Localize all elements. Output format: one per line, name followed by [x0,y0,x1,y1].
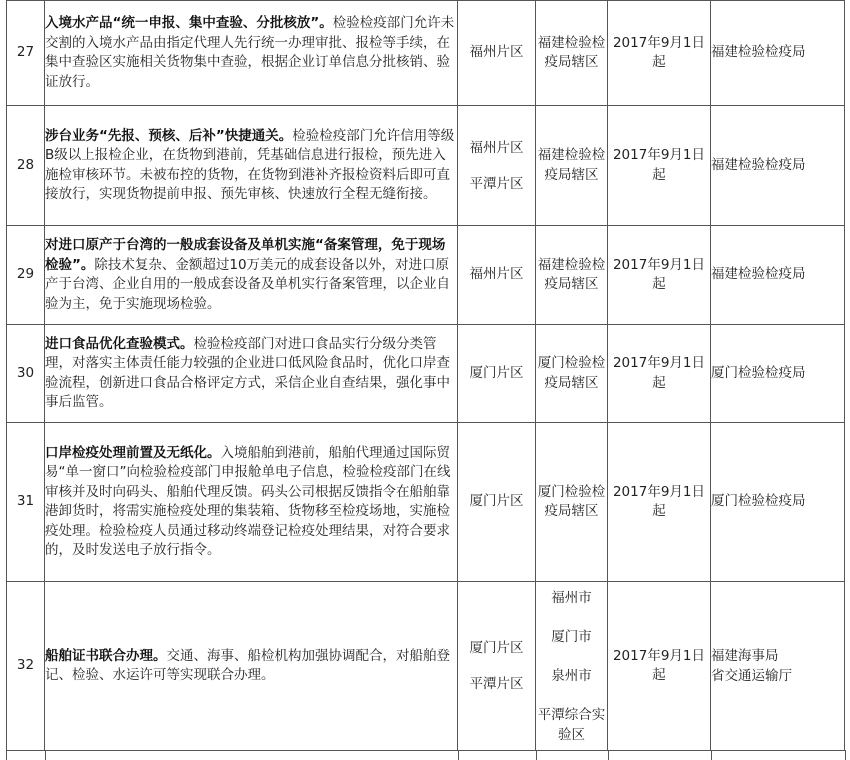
pilot-area: 平潭片区 [469,676,524,692]
department: 福建检验检疫局 [711,266,806,283]
scope: 厦门检验检疫局辖区 [537,355,606,391]
start-date: 2017年9月1日起 [608,423,711,582]
measure-body: 交通、海事、船检机构加强协调配合，对船舶登记、检验、水运许可等实现联合办理。 [45,647,450,683]
measure-description [45,1,458,106]
department: 厦门检验检疫局 [711,364,806,381]
scope-cell [536,423,608,582]
department: 福建检验检疫局 [711,156,806,173]
department-cell [711,226,845,325]
measure-body: 入境船舶到港前，船舶代理通过国际贸易“单一窗口”向检验检疫部门申报舱单电子信息，检验检疫部门在线审核并及时向码头、船舶代理反馈。码头公司根据反馈指令在船舶靠港卸货时，将需实施检疫处理的集装箱、货物移至检疫场地，实施检疫处理。检验检疫人员通过移动终端登记检疫处理结果，对符合要求的，及时发送电子放行指令。 [45,444,451,558]
measure-title: 对进口原产于台湾的一般成套设备及单机实施“备案管理，免于现场检验”。 [45,237,446,273]
scope: 厦门市 [551,628,592,645]
scope: 福州市 [551,589,592,606]
pilot-area: 厦门片区 [469,640,524,656]
scope: 福建检验检疫局辖区 [537,256,606,292]
measure-description [45,226,458,325]
scope: 福建检验检疫局辖区 [537,34,606,70]
start-date: 2017年9月1日起 [608,325,711,423]
pilot-area: 福州片区 [469,266,524,283]
pilot-area-cell [458,106,536,226]
next-row-edge [6,750,846,760]
scope: 平潭综合实验区 [537,706,606,743]
department-cell [711,423,845,582]
table-row [7,423,845,582]
pilot-area: 福州片区 [469,44,524,61]
scope-cell [536,226,608,325]
pilot-area-cell [458,226,536,325]
scope-cell [536,325,608,423]
measure-body: 检验检疫部门允许信用等级B级以上报检企业，在货物到港前，凭基础信息进行报检，预先进入施检审核环节。未被布控的货物，在货物到港补齐报检资料后即可直接放行，实现货物提前申报、预先审核、快速放行全程无缝衔接。 [45,127,455,202]
measure-body: 除技术复杂、金额超过10万美元的成套设备以外，对进口原产于台湾、企业自用的一般成套设备及单机实行备案管理，以企业自验为主，免于实施现场检验。 [45,256,450,312]
measure-title: 船舶证书联合办理。 [45,647,167,664]
measure-title: 涉台业务“先报、预核、后补”快捷通关。 [45,127,293,144]
start-date: 2017年9月1日起 [608,1,711,106]
column-divider [711,750,712,760]
department-cell [711,106,845,226]
pilot-area: 厦门片区 [469,493,524,510]
row-number: 27 [7,1,45,106]
pilot-area-cell [458,582,536,751]
department: 福建检验检疫局 [711,44,806,61]
policy-table [6,0,845,751]
scope: 厦门检验检疫局辖区 [537,483,606,519]
start-date: 2017年9月1日起 [608,106,711,226]
department-cell [711,582,845,751]
table-row [7,226,845,325]
measure-title: 入境水产品“统一申报、集中查验、分批核放”。 [45,15,333,31]
table-row [7,582,845,751]
row-number: 29 [7,226,45,325]
pilot-area: 福州片区 [469,139,524,156]
column-divider [45,750,46,760]
measure-body: 检验检疫部门允许未交割的入境水产品由指定代理人先行统一办理审批、报检等手续，在集中查验区实施相关货物集中查验，根据企业订单信息分批核销、验证放行。 [45,15,455,90]
measure-body: 检验检疫部门对进口食品实行分级分类管理，对落实主体责任能力较强的企业进口低风险食品时，优化口岸查验流程，创新进口食品合格评定方式，采信企业自查结果，强化事中事后监管。 [45,335,450,410]
column-divider [608,750,609,760]
scope: 泉州市 [551,667,592,684]
scope-cell [536,106,608,226]
pilot-area: 平潭片区 [469,175,524,192]
department-cell [711,325,845,423]
department: 厦门检验检疫局 [711,493,806,510]
scope: 福建检验检疫局辖区 [537,147,606,183]
start-date: 2017年9月1日起 [608,226,711,325]
measure-description [45,582,458,751]
measure-description [45,106,458,226]
row-number: 31 [7,423,45,582]
column-divider [458,750,459,760]
measure-title: 进口食品优化查验模式。 [45,335,194,352]
pilot-area-cell [458,423,536,582]
measure-description [45,423,458,582]
measure-description [45,325,458,423]
table-row [7,1,845,106]
column-divider [536,750,537,760]
scope-cell [536,582,608,751]
measure-title: 口岸检疫处理前置及无纸化。 [45,444,221,461]
scope-cell [536,1,608,106]
department-cell [711,1,845,106]
row-number: 28 [7,106,45,226]
start-date: 2017年9月1日起 [608,582,711,751]
pilot-area-cell [458,1,536,106]
row-number: 32 [7,582,45,751]
pilot-area-cell [458,325,536,423]
table-row [7,106,845,226]
pilot-area: 厦门片区 [469,364,524,381]
department: 省交通运输厅 [711,668,792,684]
table-row [7,325,845,423]
department: 福建海事局 [711,648,779,664]
row-number: 30 [7,325,45,423]
